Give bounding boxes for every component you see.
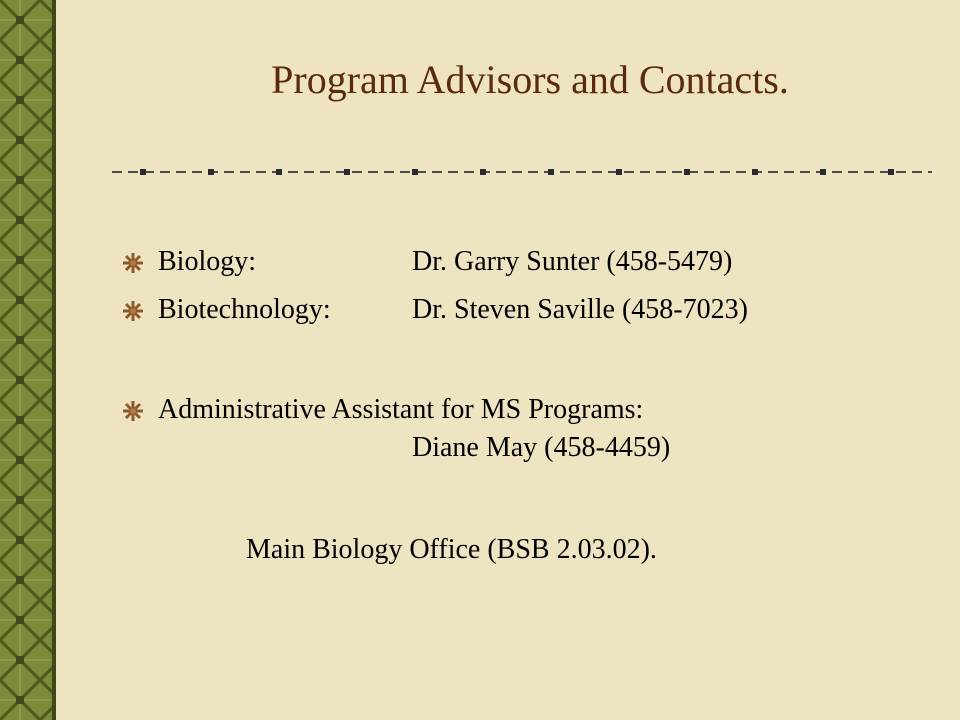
main-office: Main Biology Office (BSB 2.03.02). — [246, 534, 657, 565]
biology-advisor: Dr. Garry Sunter (458-5479) — [412, 246, 733, 277]
divider-line — [112, 162, 932, 182]
biotechnology-label: Biotechnology: — [158, 294, 331, 325]
admin-assistant-name: Diane May (458-4459) — [412, 432, 671, 463]
star-bullet-icon — [122, 300, 144, 322]
page-title: Program Advisors and Contacts. — [271, 57, 789, 102]
star-bullet-icon — [122, 252, 144, 274]
star-bullet-icon — [122, 400, 144, 422]
biology-label: Biology: — [158, 246, 257, 277]
biotechnology-advisor: Dr. Steven Saville (458-7023) — [412, 294, 748, 325]
decorative-left-border — [0, 0, 56, 720]
admin-assistant-label: Administrative Assistant for MS Programs: — [158, 394, 644, 425]
